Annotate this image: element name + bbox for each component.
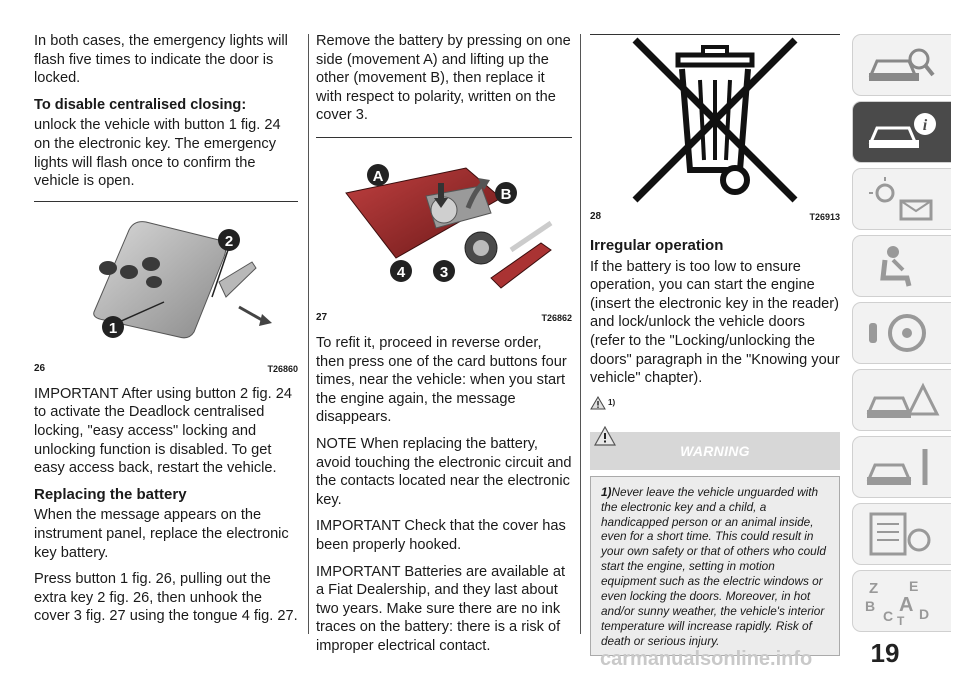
- figure-28: [590, 34, 840, 225]
- index-letter: B: [865, 598, 876, 614]
- crossed-bin-icon: [590, 35, 840, 205]
- tab-index[interactable]: [852, 570, 951, 632]
- section-heading-irregular-operation: Irregular operation: [590, 237, 724, 254]
- figure-code: T26860: [267, 363, 298, 374]
- warning-header: [590, 432, 840, 470]
- index-icon: [863, 577, 941, 625]
- callout-B-label: B: [500, 185, 512, 203]
- tab-warning-lights[interactable]: [852, 168, 951, 230]
- figure-number: 27: [316, 311, 328, 323]
- warning-triangle-icon: [590, 396, 606, 410]
- paragraph: NOTE When replacing the battery, avoid touching the electronic circuit and the contacts located near the electronic key.: [316, 435, 572, 508]
- column-divider: [308, 34, 309, 634]
- index-letter: C: [883, 608, 894, 624]
- paragraph: Remove the battery by pressing on one side (movement A) and lifting up the other (movement B), then replace it with respect to polarity, written on the cover 3.: [316, 33, 571, 124]
- note-ref-label: 1): [608, 398, 616, 408]
- column-1: [34, 32, 298, 634]
- warning-body: [590, 476, 840, 656]
- key-steering-icon: [863, 309, 941, 357]
- figure-number: 26: [34, 362, 46, 374]
- callout-A-label: A: [372, 167, 384, 185]
- paragraph: unlock the vehicle with button 1 fig. 24 on the electronic key. The emergency lights will flash once to confirm the vehicle is open.: [34, 117, 281, 190]
- car-info-icon: [863, 108, 941, 156]
- svg-text:i: i: [922, 117, 928, 134]
- seat-airbag-icon: [863, 242, 941, 290]
- battery-removal-illustration: [316, 138, 572, 303]
- tab-key-steering[interactable]: [852, 302, 951, 364]
- tab-breakdown[interactable]: [852, 369, 951, 431]
- chapter-tabs: [852, 34, 960, 637]
- tab-car-search[interactable]: [852, 34, 951, 96]
- tab-maintenance[interactable]: [852, 436, 951, 498]
- paragraph: IMPORTANT Batteries are available at a Fiat Dealership, and they last about two years. Make sure there are no ink traces on the battery: there is a risk of improper electrical contact.: [316, 563, 566, 654]
- tab-specifications[interactable]: [852, 503, 951, 565]
- warning-box: [590, 432, 840, 656]
- section-heading-disable-closing: To disable centralised closing:: [34, 96, 247, 113]
- specifications-icon: [863, 510, 941, 558]
- tab-seat-airbag[interactable]: [852, 235, 951, 297]
- paragraph: When the message appears on the instrument panel, replace the electronic key battery.: [34, 507, 289, 561]
- car-search-icon: [863, 41, 941, 89]
- figure-26: [34, 201, 298, 377]
- page-number: 19: [870, 638, 900, 668]
- warning-number: 1): [601, 484, 612, 499]
- index-letter: Z: [869, 580, 879, 597]
- tab-car-info[interactable]: [852, 101, 951, 163]
- callout-1-label: 1: [108, 319, 118, 337]
- paragraph: Press button 1 fig. 26, pulling out the extra key 2 fig. 26, then unhook the cover 3 fig. 27 using the tongue 4 fig. 27.: [34, 571, 298, 625]
- figure-code: T26862: [541, 312, 572, 323]
- column-2: [316, 32, 572, 663]
- warning-text: [601, 485, 829, 649]
- watermark: carmanualsonline.info: [600, 648, 813, 670]
- callout-4-label: 4: [396, 263, 406, 281]
- warning-lights-icon: [863, 175, 941, 223]
- paragraph: If the battery is too low to ensure operation, you can start the engine (insert the electronic key in the reader) and lock/unlock the vehicle doors (refer to the "Locking/unlocking the doors" paragraph in the "Knowing your vehicle" chapter).: [590, 258, 840, 387]
- figure-27: [316, 137, 572, 326]
- maintenance-icon: [863, 443, 941, 491]
- paragraph: IMPORTANT After using button 2 fig. 24 to activate the Deadlock centralised locking, "easy access" locking and unlocking function is disabled. To get easy access back, restart the vehicle.: [34, 385, 292, 477]
- paragraph: To refit it, proceed in reverse order, then press one of the card buttons four times, near the vehicle: when you start the engine again, the message disappears.: [316, 334, 567, 426]
- index-letter: E: [909, 578, 919, 594]
- column-3: [590, 34, 840, 656]
- paragraph: In both cases, the emergency lights will flash five times to indicate the door is locked.: [34, 33, 288, 87]
- warning-title: WARNING: [680, 442, 750, 459]
- section-heading-replacing-battery: Replacing the battery: [34, 485, 187, 503]
- paragraph: IMPORTANT Check that the cover has been properly hooked.: [316, 518, 566, 553]
- callout-3-label: 3: [439, 263, 449, 281]
- callout-2-label: 2: [224, 232, 234, 250]
- warning-text-content: Never leave the vehicle unguarded with the electronic key and a child, a handicapped person or an animal inside, even for a short time. This could result in your own safety or that of others who could start the engine, setting in motion equipment such as the electric windows or even locking the doors. Moreover, in hot and/or sunny weather, the vehicle's interior temperature will increase rapidly. Risk of death or serious injury.: [601, 484, 826, 648]
- index-letter: D: [919, 606, 930, 622]
- key-card-illustration: [34, 202, 298, 352]
- column-divider: [580, 34, 581, 634]
- index-letter: T: [897, 614, 905, 625]
- warning-note-ref: [590, 396, 840, 410]
- breakdown-icon: [863, 376, 941, 424]
- figure-code: T26913: [809, 212, 840, 222]
- index-letter: A: [899, 594, 914, 616]
- figure-number: 28: [590, 211, 602, 222]
